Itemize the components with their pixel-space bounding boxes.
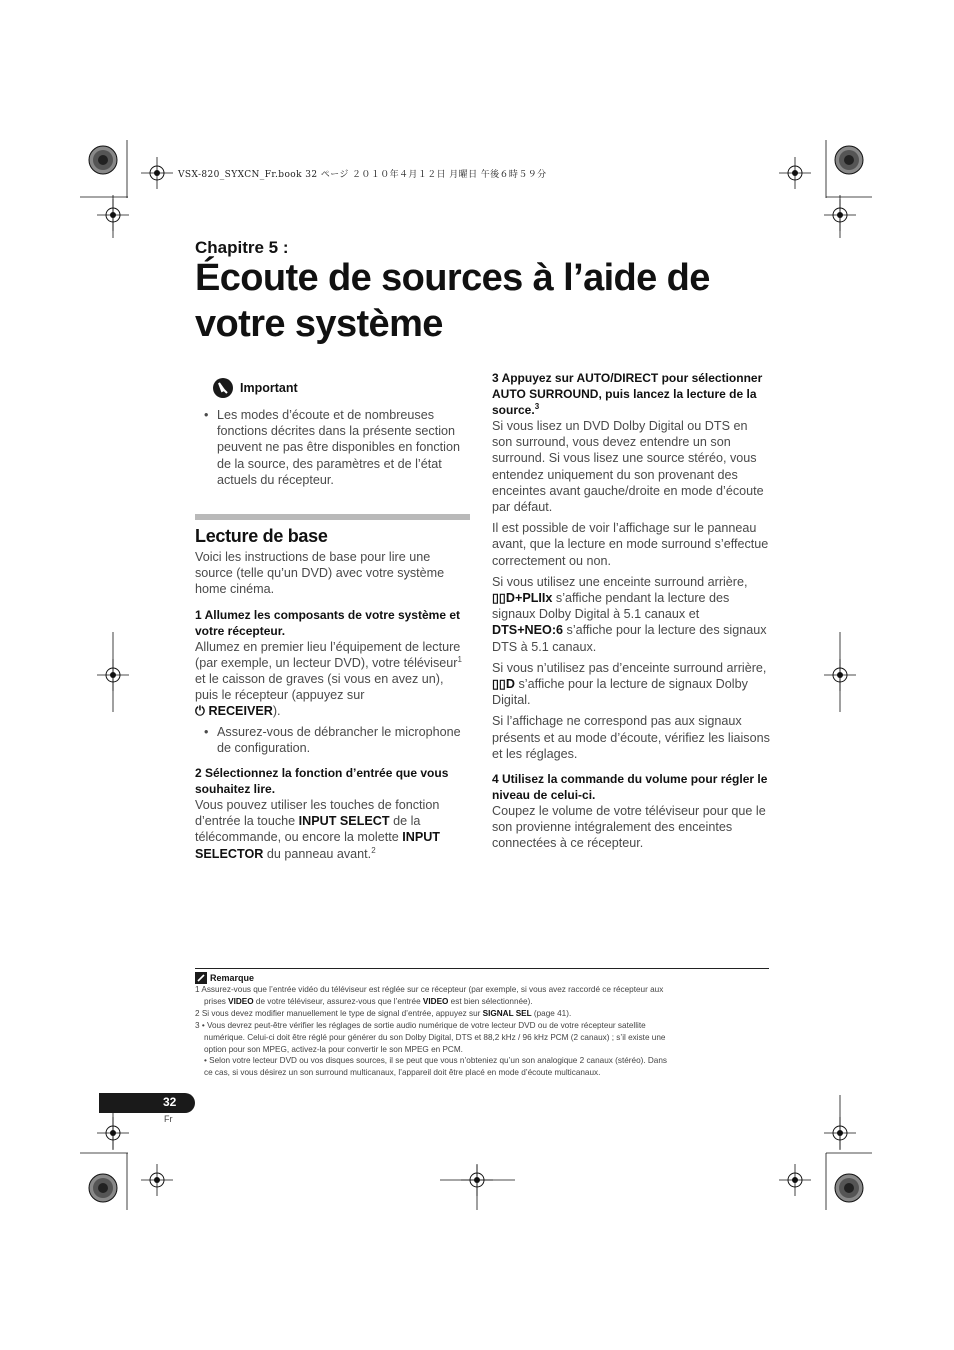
step-3-p4: Si vous n’utilisez pas d’enceinte surround arrière, ▯▯D s’affiche pour la lecture de signaux Dolby Digital. <box>492 660 767 708</box>
step-3-p5: Si l’affichage ne correspond pas aux signaux présents et au mode d’écoute, vérifiez les liaisons et les réglages. <box>492 714 770 761</box>
dolby-dd-icon: ▯▯ <box>492 591 506 606</box>
section-intro: Voici les instructions de base pour lire une source (telle qu’un DVD) avec votre système home cinéma. <box>195 550 445 597</box>
page-title-line-1: Écoute de sources à l’aide de <box>195 257 710 299</box>
step-4-text: Coupez le volume de votre téléviseur pour que le son provienne intégralement des enceintes connectées à ce récepteur. <box>492 804 766 851</box>
step-1-title: 1 Allumez les composants de votre système et votre récepteur. <box>195 607 460 638</box>
print-header-line: VSX-820_SYXCN_Fr.book 32 ページ ２０１０年４月１２日 月曜日 午後６時５９分 <box>178 170 547 180</box>
step-4-title: 4 Utilisez la commande du volume pour régler le niveau de celui-ci. <box>492 772 768 803</box>
important-heading-row <box>212 377 470 399</box>
notes-heading: Remarque <box>210 973 255 983</box>
language-code: Fr <box>164 1114 173 1124</box>
note-icon <box>195 972 207 984</box>
step-1-text: Allumez en premier lieu l’équipement de lecture (par exemple, un lecteur DVD), votre téléviseur$^1$ et le caisson de graves (si vous en avez un), puis le récepteur (appuyez sur ⏻ RECEIVER). <box>195 639 462 719</box>
step-3-p3: Si vous utilisez une enceinte surround arrière, ▯▯D+PLIIx s’affiche pendant la lecture des signaux Dolby Digital à 5.1 canaux et DTS+NEO:6 s’affiche pour la lecture des signaux DTS à 5.1 canaux. <box>492 574 767 654</box>
right-column <box>492 370 770 852</box>
power-icon: ⏻ <box>195 704 205 719</box>
step-3-p1: Si vous lisez un DVD Dolby Digital ou DTS en son surround, vous devez entendre un son surround. Si vous lisez une source stéréo, vous entendez uniquement du son provenant des enceintes avant gauche/droite en mode d’écoute par défaut. <box>492 419 764 515</box>
important-bullet: • Les modes d’écoute et de nombreuses fonctions décrites dans la présente section peuvent ne pas être disponibles en fonction de la source, des paramètres et de l’état actuels du récepteur. <box>195 407 470 488</box>
step-3-title: 3 Appuyez sur AUTO/DIRECT pour sélectionner AUTO SURROUND, puis lancez la lecture de la source.$^3$ <box>492 371 763 417</box>
page-title-line-2: votre système <box>195 303 443 345</box>
step-2-text: Vous pouvez utiliser les touches de fonction d’entrée la touche INPUT SELECT de la télécommande, ou encore la molette INPUT SELECTOR du panneau avant.$^2$ <box>195 798 440 861</box>
step-3-p2: Il est possible de voir l’affichage sur le panneau avant, que la lecture en mode surround s’effectue correctement ou non. <box>492 521 769 568</box>
section-heading: Lecture de base <box>195 526 328 547</box>
dolby-dd-icon: ▯▯ <box>492 677 506 692</box>
important-icon <box>212 377 234 399</box>
page-title <box>195 255 710 347</box>
notes-heading-row <box>195 972 769 984</box>
step-1-bullet: • Assurez-vous de débrancher le microphone de configuration. <box>195 724 470 756</box>
chapter-label: Chapitre 5 : <box>195 238 289 257</box>
important-heading: Important <box>240 381 298 395</box>
page-number-tab <box>99 1093 195 1113</box>
page-number: 32 <box>163 1095 177 1109</box>
notes-box <box>195 968 769 1079</box>
notes-text: 1 Assurez-vous que l’entrée vidéo du téléviseur est réglée sur ce récepteur (par exemple, si vous avez raccordé ce récepteur aux prises VIDEO de votre téléviseur, assurez-vous que l’entrée VIDEO est bien sélectionnée). 2 Si vous devez modifier manuellement le type de signal d’entrée, appuyez sur SIGNAL SEL (page 41). 3 • Vous devrez peut-être vérifier les réglages de sortie audio numérique de votre lecteur DVD ou de votre récepteur satellite numérique. Celui-ci doit être réglé pour générer du son Dolby Digital, DTS et 88,2 kHz / 96 kHz PCM (2 canaux) ; s’il existe une option pour son MPEG, activez-la pour convertir le son MPEG en PCM. • Selon votre lecteur DVD ou vos disques sources, il se peut que vous n’obteniez qu’un son analogique 2 canaux (stéréo). Dans ce cas, si vous désirez un son surround multicanaux, l’appareil doit être placé en mode d’écoute multicanaux. <box>195 985 668 1078</box>
section-divider <box>195 514 470 520</box>
step-2-title: 2 Sélectionnez la fonction d’entrée que vous souhaitez lire. <box>195 766 449 797</box>
left-column <box>195 377 470 862</box>
